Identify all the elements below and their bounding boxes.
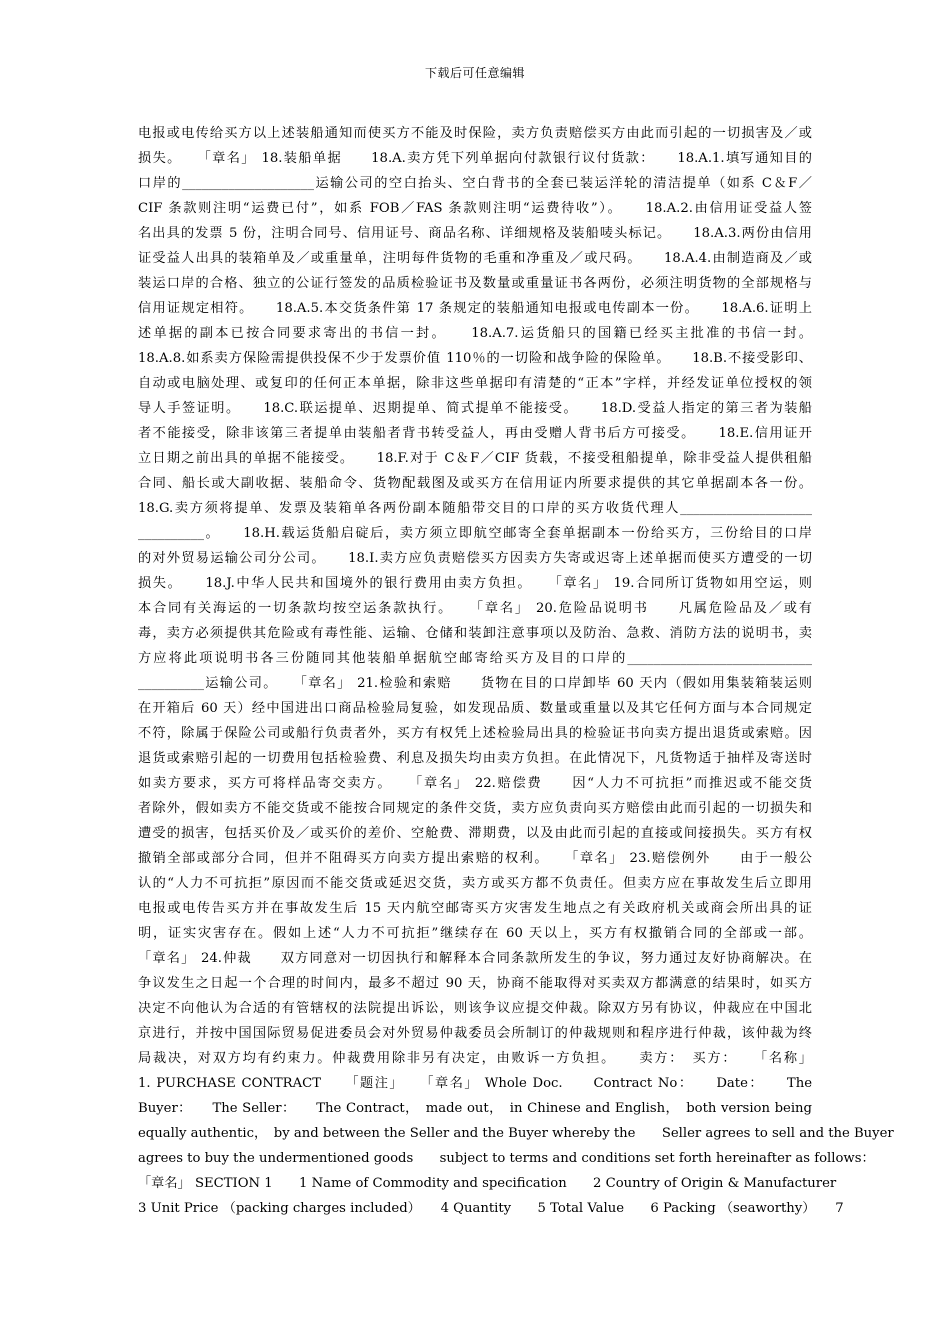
text-line: 「章名」 24.仲裁 双方同意对一切因执行和解释本合同条款所发生的争议，努力通过友好协商解决。在: [138, 951, 812, 966]
text-line: 损失。 「章名」 18.装船单据 18.A.卖方凭下列单据向付款银行议付货款： 18.A.1.填写通知目的: [138, 151, 812, 166]
text-line: 自动或电脑处理、或复印的任何正本单据，除非这些单据印有清楚的“正本”字样，并经发证单位授权的领: [138, 376, 812, 391]
text-line: 电报或电传给买方以上述装船通知而使买方不能及时保险，卖方负责赔偿买方由此而引起的一切损害及／或: [138, 126, 812, 141]
text-line: 损失。 18.J.中华人民共和国境外的银行费用由卖方负担。 「章名」 19.合同所订货物如用空运，则: [138, 576, 812, 591]
text-line: 立日期之前出具的单据不能接受。 18.F.对于 C＆F／CIF 货载，不接受租船提单，除非受益人提供租船: [138, 451, 812, 466]
text-line: 证受益人出具的装箱单及／或重量单，注明每件货物的毛重和净重及／或尺码。 18.A.4.由制造商及／或: [138, 251, 812, 266]
text-line: 遭受的损害，包括买价及／或买价的差价、空舱费、滞期费，以及由此而引起的直接或间接损失。买方有权: [138, 826, 812, 841]
text-line: 京进行，并按中国国际贸易促进委员会对外贸易仲裁委员会所制订的仲裁规则和程序进行仲裁，该仲裁为终: [138, 1026, 812, 1041]
text-line: 本合同有关海运的一切条款均按空运条款执行。 「章名」 20.危险品说明书 凡属危险品及／或有: [138, 601, 812, 616]
text-line: 在开箱后 60 天）经中国进出口商品检验局复验，如发现品质、数量或重量以及其它任何方面与本合同规定: [138, 701, 812, 716]
text-line: __________运输公司。 「章名」 21.检验和索赔 货物在目的口岸卸毕 60 天内（假如用集装箱装运则: [138, 676, 812, 691]
text-line: 认的“人力不可抗拒”原因而不能交货或延迟交货，卖方或买方都不负责任。但卖方应在事故发生后立即用: [138, 876, 812, 891]
text-line: 局裁决，对双方均有约束力。仲裁费用除非另有决定，由败诉一方负担。 卖方： 买方： 「名称」: [138, 1051, 812, 1066]
text-line: 名出具的发票 5 份，注明合同号、信用证号、商品名称、详细规格及装船唛头标记。 18.A.3.两份由信用: [138, 226, 812, 241]
text-line: equally authentic， by and between the Seller and the Buyer whereby the Seller agrees to sell and the Buyer: [138, 1126, 894, 1141]
text-line: 退货或索赔引起的一切费用包括检验费、利息及损失均由卖方负担。在此情况下，凡货物适于抽样及寄送时: [138, 751, 812, 766]
text-line: 18.A.8.如系卖方保险需提供投保不少于发票价值 110％的一切险和战争险的保险单。 18.B.不接受影印、: [138, 351, 812, 366]
text-line: 撤销全部或部分合同，但并不阻碍买方向卖方提出索赔的权利。 「章名」 23.赔偿例外 由于一般公: [138, 851, 812, 866]
text-line: 1. PURCHASE CONTRACT 「题注」 「章名」 Whole Doc. Contract No： Date： The: [138, 1076, 812, 1091]
text-line: 明，证实灾害存在。假如上述“人力不可抗拒”继续存在 60 天以上，买方有权撤销合同的全部或一部。: [138, 926, 812, 941]
document-body: [138, 121, 894, 1221]
text-line: 者除外，假如卖方不能交货或不能按合同规定的条件交货，卖方应负责向买方赔偿由此而引起的一切损失和: [138, 801, 812, 816]
text-line: 毒，卖方必须提供其危险或有毒性能、运输、仓储和装卸注意事项以及防治、急救、消防方法的说明书，卖: [138, 626, 812, 641]
text-line: 3 Unit Price （packing charges included） 4 Quantity 5 Total Value 6 Packing （seaworthy） 7: [138, 1201, 844, 1216]
text-line: 18.G.卖方须将提单、发票及装箱单各两份副本随船带交目的口岸的买方收货代理人____________________: [138, 501, 812, 516]
text-line: 电报或电传告买方并在事故发生后 15 天内航空邮寄买方灾害发生地点之有关政府机关或商会所出具的证: [138, 901, 812, 916]
text-line: 不符，除属于保险公司或船行负责者外，买方有权凭上述检验局出具的检验证书向卖方提出退货或索赔。因: [138, 726, 812, 741]
text-line: 争议发生之日起一个合理的时间内，最多不超过 90 天，协商不能取得对买卖双方都满意的结果时，如买方: [138, 976, 812, 991]
text-line: 「章名」 SECTION 1 1 Name of Commodity and specification 2 Country of Origin & Manufacturer: [138, 1176, 837, 1191]
text-line: Buyer： The Seller： The Contract， made out， in Chinese and English， both version being: [138, 1101, 812, 1116]
text-line: 装运口岸的合格、独立的公证行签发的品质检验证书及数量或重量证书各两份，必须注明货物的全部规格与: [138, 276, 812, 291]
text-line: agrees to buy the undermentioned goods subject to terms and conditions set forth hereinafter as follows：: [138, 1151, 875, 1166]
text-line: 者不能接受，除非该第三者提单由装船者背书转受益人，再由受赠人背书后方可接受。 18.E.信用证开: [138, 426, 812, 441]
text-line: 方应将此项说明书各三份随同其他装船单据航空邮寄给买方及目的口岸的____________________________: [138, 651, 812, 666]
text-line: 的对外贸易运输公司分公司。 18.I.卖方应负责赔偿买方因卖方失寄或迟寄上述单据而使买方遭受的一切: [138, 551, 812, 566]
text-line: 信用证规定相符。 18.A.5.本交货条件第 17 条规定的装船通知电报或电传副本一份。 18.A.6.证明上: [138, 301, 812, 316]
text-line: 口岸的____________________运输公司的空白抬头、空白背书的全套已装运洋轮的清洁提单（如系 C＆F／: [138, 176, 812, 191]
page-header: 下载后可任意编辑: [424, 66, 525, 80]
text-line: 合同、船长或大副收据、装船命令、货物配载图及或买方在信用证内所要求提供的其它单据副本各一份。: [138, 476, 812, 491]
text-line: CIF 条款则注明“运费已付”，如系 FOB／FAS 条款则注明“运费待收”）。 18.A.2.由信用证受益人签: [138, 201, 812, 216]
text-line: __________。 18.H.载运货船启碇后，卖方须立即航空邮寄全套单据副本一份给买方，三份给目的口岸: [138, 526, 812, 541]
text-line: 导人手签证明。 18.C.联运提单、迟期提单、简式提单不能接受。 18.D.受益人指定的第三者为装船: [138, 401, 812, 416]
text-line: 决定不向他认为合适的有管辖权的法院提出诉讼，则该争议应提交仲裁。除双方另有协议，仲裁应在中国北: [138, 1001, 812, 1016]
text-line: 如卖方要求，买方可将样品寄交卖方。 「章名」 22.赔偿费 因“人力不可抗拒”而推迟或不能交货: [138, 776, 812, 791]
text-line: 述单据的副本已按合同要求寄出的书信一封。 18.A.7.运货船只的国籍已经买主批准的书信一封。: [138, 326, 812, 341]
